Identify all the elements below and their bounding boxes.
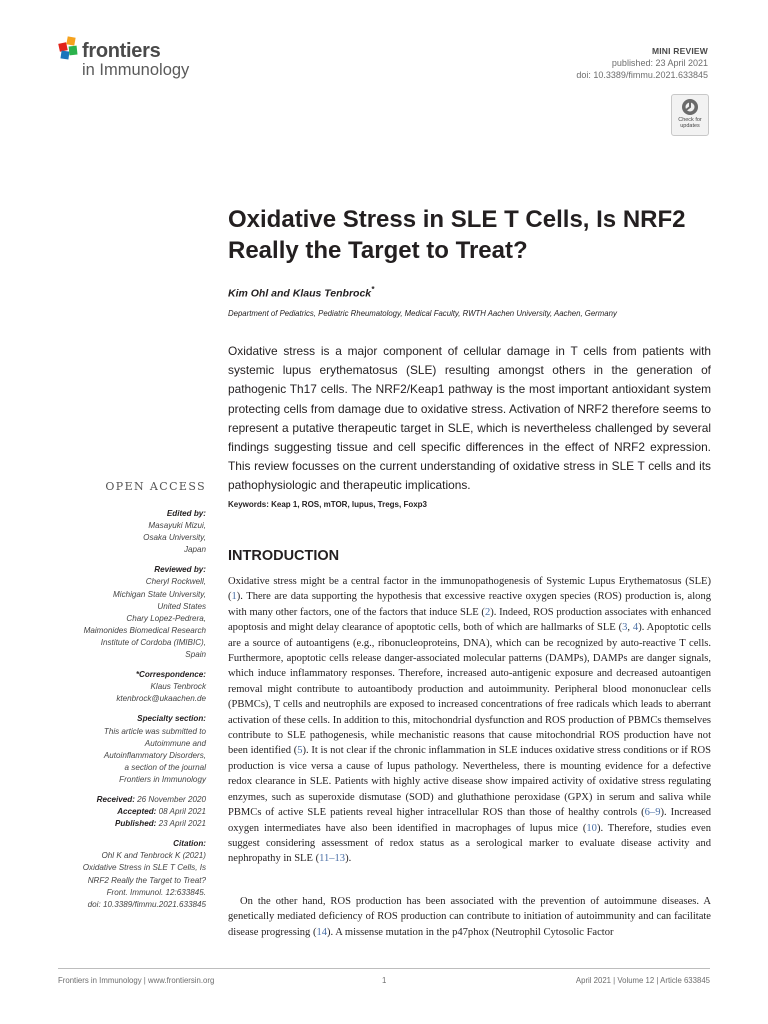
edited-by-section: [46, 508, 206, 556]
specialty-section: [46, 713, 206, 786]
footer-journal-link[interactable]: Frontiers in Immunology | www.frontiersin.org: [58, 976, 215, 985]
brand-name: frontiers: [82, 40, 161, 62]
text-run: ). It is not clear if the chronic inflammation in SLE induces oxidative stress conditions or if ROS production is vice versa a cause of lupus pathology. Nevertheless, there is mounting evidence for a defective redox clearance in SLE. Patients with highly active disease show impaired activity of oxidative stress regulating enzymes, such as superoxide dismutase (SOD) and gluthathione peroxidase (GPX) in serum and saliva while PBMCs of active SLE patients reveal higher intracellular ROS than those of healthy controls (: [228, 745, 711, 819]
text-run: ). Indeed, ROS production associates with enhanced apoptosis and might delay clearance of apoptotic cells, both of which are hallmarks of SLE (: [228, 606, 711, 634]
footer-divider: [58, 968, 710, 969]
reference-link[interactable]: 6–9: [644, 807, 661, 819]
reference-link[interactable]: 11–13: [319, 853, 346, 865]
text-run: ). Apoptotic cells are a source of autoantigens (e.g., ribonucleoproteins, DNA), which can be recognized by auto-reactive T cells. Furthermore, apoptotic cells release danger-associated molecular patterns (DAMPs), DAMPs are danger signals, which induce inflammatory responses. Therefore, increased auto-antigenic exposure and decreased autoantigen removal might contribute to autoantibody production and autoimmunity. Peripheral blood mononuclear cells (PBMCs), T cells and neutrophils are exposed to increased concentrations of free radicals which leads to aberrant activation of these cells. In addition to this, mitochondrial dysfunction and ROS production of PBMCs themselves contribute to SLE pathogenesis, while mechanistic reasons that cause mitochondrial ROS production have not been identified (: [228, 622, 712, 757]
published-date: published: 23 April 2021: [611, 58, 708, 68]
reviewed-by-label: Reviewed by:: [154, 565, 206, 575]
frontiers-logo-icon: [58, 36, 80, 62]
received-date: 26 November 2020: [137, 794, 206, 804]
text-run: Oxidative stress might be a central factor in the immunopathogenesis of Systemic Lupus Erythematosus (SLE) (: [228, 576, 711, 603]
keywords: Keywords: Keap 1, ROS, mTOR, lupus, Tregs, Foxp3: [228, 500, 428, 509]
reviewed-by-section: [46, 564, 206, 661]
editor-line[interactable]: Masayuki Mizui,: [148, 521, 206, 531]
specialty-line: Autoimmune and: [144, 738, 206, 748]
article-title: Oxidative Stress in SLE T Cells, Is NRF2 Really the Target to Treat?: [228, 206, 686, 264]
citation-line: Ohl K and Tenbrock K (2021): [101, 851, 206, 861]
introduction-heading: INTRODUCTION: [228, 548, 340, 564]
correspondence-label: *Correspondence:: [135, 670, 206, 680]
edited-by-label: Edited by:: [166, 509, 206, 518]
published-date-sidebar: 23 April 2021: [158, 819, 206, 829]
open-access-label: OPEN ACCESS: [105, 480, 206, 493]
text-run: ). There are data supporting the hypothesis that excessive reactive oxygen species (ROS) production is, along with many other factors, one of the factors that induce SLE (: [228, 591, 711, 618]
specialty-line: This article was submitted to: [103, 726, 206, 736]
reviewer-line: Institute of Cordoba (IMIBIC),: [100, 637, 206, 647]
reference-link[interactable]: 2: [484, 606, 491, 618]
check-for-updates-button[interactable]: [671, 94, 709, 136]
dates-section: [46, 794, 206, 830]
check-updates-line1: Check for: [678, 117, 702, 123]
specialty-line: a section of the journal: [124, 762, 206, 772]
reviewer-line: Michigan State University,: [113, 589, 206, 599]
reviewer-line[interactable]: Chary Lopez-Pedrera,: [126, 613, 206, 623]
reference-link[interactable]: 10: [586, 822, 597, 834]
accepted-label: Accepted:: [117, 807, 157, 817]
citation-line: Front. Immunol. 12:633845.: [106, 887, 206, 897]
correspondence-email-link[interactable]: ktenbrock@ukaachen.de: [116, 694, 206, 704]
specialty-line: Frontiers in Immunology: [119, 774, 206, 784]
text-run: ).: [345, 853, 352, 865]
reference-link[interactable]: 14: [316, 926, 328, 938]
reviewer-line: Maimonides Biomedical Research: [83, 625, 206, 635]
text-run: On the other hand, ROS production has been associated with the prevention of autoimmune diseases. A genetically mediated deficiency of ROS production can contribute to initiation of autoimmunity and can facilitate disease progressing (: [228, 896, 711, 938]
specialty-line: Autoinflammatory Disorders,: [103, 750, 206, 760]
journal-name: in Immunology: [82, 61, 190, 79]
received-label: Received:: [96, 794, 135, 804]
correspondence-name: Klaus Tenbrock: [150, 682, 206, 692]
reference-link[interactable]: 1: [231, 591, 237, 603]
doi[interactable]: doi: 10.3389/fimmu.2021.633845: [576, 70, 708, 80]
published-label: Published:: [114, 819, 157, 829]
reference-link[interactable]: 5: [297, 745, 303, 757]
citation-doi-link[interactable]: doi: 10.3389/fimmu.2021.633845: [87, 899, 206, 909]
reviewer-line: Spain: [185, 650, 206, 660]
author-list[interactable]: [228, 285, 374, 300]
citation-line: NRF2 Really the Target to Treat?: [87, 875, 206, 885]
article-info-sidebar: [46, 508, 206, 919]
authors-text[interactable]: Kim Ohl and Klaus Tenbrock: [228, 287, 372, 300]
citation-section: [46, 838, 206, 911]
article-type: MINI REVIEW: [651, 46, 708, 56]
corresponding-mark: *: [371, 285, 375, 294]
journal-logo[interactable]: [58, 34, 228, 84]
article-meta: [576, 45, 708, 81]
text-run: ). Therefore, studies even suggest considering assessment of redox status as a serological marker to evaluate disease activity and nephropathy in SLE (: [228, 822, 711, 865]
citation-label: Citation:: [173, 839, 206, 849]
reviewer-line: United States: [157, 601, 206, 611]
intro-paragraph-1: [228, 574, 711, 867]
page-number: 1: [382, 976, 387, 985]
text-run: ). A missense mutation in the p47phox (Neutrophil Cytosolic Factor: [327, 926, 614, 938]
reference-link[interactable]: 3: [622, 622, 628, 634]
specialty-label: Specialty section:: [137, 714, 206, 724]
text-run: ). Increased oxygen intermediates have also been identified in macrophages of lupus mice (: [228, 807, 712, 834]
reference-link[interactable]: 4: [632, 622, 639, 634]
affiliation: Department of Pediatrics, Pediatric Rheumatology, Medical Faculty, RWTH Aachen University, Aachen, Germany: [228, 309, 617, 318]
editor-line: Japan: [183, 545, 206, 555]
check-updates-line2: updates: [680, 123, 700, 129]
editor-line: Osaka University,: [143, 533, 206, 543]
crossmark-icon: [681, 98, 699, 116]
abstract: Oxidative stress is a major component of cellular damage in T cells from patients with systemic lupus erythematosus (SLE) resulting amongst others in the generation of pathogenic Th17 cells. The NRF2/Keap1 pathway is the most important antioxidant system protecting cells from damage due to oxidative stress. Activation of NRF2 therefore seems to represent a putative therapeutic target in SLE, which is nevertheless challenged by several findings suggesting tissue and cell specific differences in the effect of NRF2 expression. This review focusses on the current understanding of oxidative stress in SLE T cells and its pathophysiologic and therapeutic implications.: [228, 344, 711, 493]
reviewer-line[interactable]: Cheryl Rockwell,: [145, 577, 206, 587]
citation-line: Oxidative Stress in SLE T Cells, Is: [82, 863, 206, 873]
correspondence-section: [46, 669, 206, 705]
text-run: ,: [627, 622, 633, 634]
accepted-date: 08 April 2021: [158, 807, 206, 817]
footer-issue-info: April 2021 | Volume 12 | Article 633845: [575, 976, 710, 985]
intro-paragraph-2: [228, 894, 711, 940]
